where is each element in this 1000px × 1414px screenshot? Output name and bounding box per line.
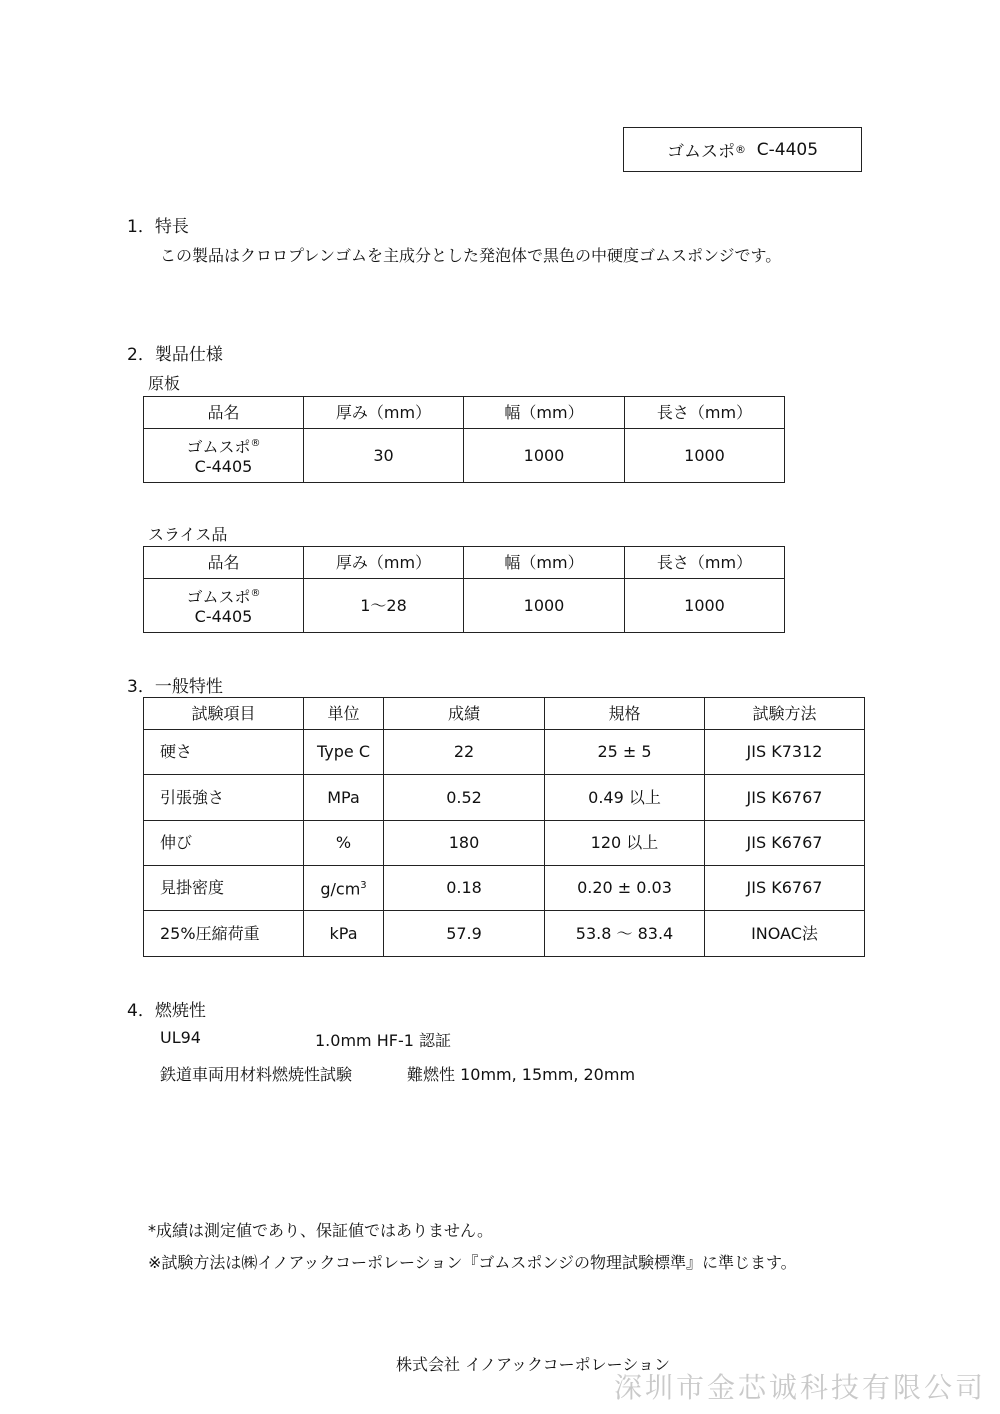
table-header-row (144, 547, 785, 579)
item-cell: 25%圧縮荷重 (144, 911, 304, 957)
product-title-box (623, 127, 862, 172)
properties-table (143, 697, 865, 957)
spec-cell: 0.20 ± 0.03 (545, 866, 705, 911)
header-cell: 成績 (384, 698, 545, 730)
header-cell: 単位 (304, 698, 384, 730)
spec-cell: 53.8 ～ 83.4 (545, 911, 705, 957)
length-cell: 1000 (625, 429, 785, 483)
method-cell: JIS K6767 (705, 775, 865, 821)
result-cell: 0.18 (384, 866, 545, 911)
unit-superscript: 3 (360, 880, 367, 892)
thickness-cell: 30 (304, 429, 464, 483)
slice-caption: スライス品 (148, 525, 228, 544)
item-cell: 伸び (144, 821, 304, 866)
result-cell: 0.52 (384, 775, 545, 821)
header-cell: 規格 (545, 698, 705, 730)
railway-test-value: 難燃性 10mm, 15mm, 20mm (407, 1065, 636, 1084)
header-cell: 品名 (144, 397, 304, 429)
table-row (144, 866, 865, 911)
method-cell: INOAC法 (705, 911, 865, 957)
header-cell: 幅（mm） (464, 397, 625, 429)
item-cell: 引張強さ (144, 775, 304, 821)
note-2: ※試験方法は㈱イノアックコーポレーション『ゴムスポンジの物理試験標準』に準じます。 (148, 1253, 797, 1272)
unit-cell: Type C (304, 730, 384, 775)
unit-cell: % (304, 821, 384, 866)
section4-heading: 4．燃焼性 (127, 1001, 206, 1021)
unit-cell: $g/cm^3$ (304, 866, 384, 911)
product-name-cell: ゴムスポ® C-4405 (144, 579, 304, 633)
product-code: C-4405 (756, 139, 819, 160)
product-name: ゴムスポ (666, 142, 735, 162)
unit-cell: kPa (304, 911, 384, 957)
header-cell: 試験項目 (144, 698, 304, 730)
item-cell: 見掛密度 (144, 866, 304, 911)
table-row (144, 579, 785, 633)
ul94-value: 1.0mm HF-1 認証 (315, 1031, 451, 1050)
item-cell: 硬さ (144, 730, 304, 775)
section2-heading: 2．製品仕様 (127, 345, 223, 365)
method-cell: JIS K7312 (705, 730, 865, 775)
result-cell: 22 (384, 730, 545, 775)
section1-text: この製品はクロロプレンゴムを主成分とした発泡体で黒色の中硬度ゴムスポンジです。 (160, 246, 782, 265)
width-cell: 1000 (464, 429, 625, 483)
table-row (144, 821, 865, 866)
company-name: 株式会社 イノアックコーポレーション (396, 1355, 671, 1374)
registered-mark: ® (734, 143, 746, 156)
product-name-cell: ゴムスポ® C-4405 (144, 429, 304, 483)
section3-heading: 3．一般特性 (127, 677, 223, 697)
table-header-row (144, 698, 865, 730)
table-row (144, 730, 865, 775)
note-1: *成績は測定値であり、保証値ではありません。 (148, 1221, 493, 1240)
spec-cell: 120 以上 (545, 821, 705, 866)
method-cell: JIS K6767 (705, 866, 865, 911)
spec-cell: 0.49 以上 (545, 775, 705, 821)
header-cell: 品名 (144, 547, 304, 579)
header-cell: 長さ（mm） (625, 547, 785, 579)
ul94-label: UL94 (160, 1028, 201, 1047)
thickness-cell: 1～28 (304, 579, 464, 633)
slice-table (143, 546, 785, 633)
method-cell: JIS K6767 (705, 821, 865, 866)
table-row (144, 911, 865, 957)
railway-test-label: 鉄道車両用材料燃焼性試験 (160, 1065, 353, 1084)
unit-cell: MPa (304, 775, 384, 821)
header-cell: 厚み（mm） (304, 547, 464, 579)
spec-cell: 25 ± 5 (545, 730, 705, 775)
header-cell: 厚み（mm） (304, 397, 464, 429)
raw-sheet-caption: 原板 (148, 374, 181, 393)
table-header-row (144, 397, 785, 429)
width-cell: 1000 (464, 579, 625, 633)
table-row (144, 429, 785, 483)
header-cell: 試験方法 (705, 698, 865, 730)
header-cell: 長さ（mm） (625, 397, 785, 429)
raw-sheet-table (143, 396, 785, 483)
table-row (144, 775, 865, 821)
result-cell: 180 (384, 821, 545, 866)
section1-heading: 1．特長 (127, 217, 189, 237)
watermark: 深圳市金芯诚科技有限公司 (613, 1371, 986, 1404)
length-cell: 1000 (625, 579, 785, 633)
header-cell: 幅（mm） (464, 547, 625, 579)
result-cell: 57.9 (384, 911, 545, 957)
